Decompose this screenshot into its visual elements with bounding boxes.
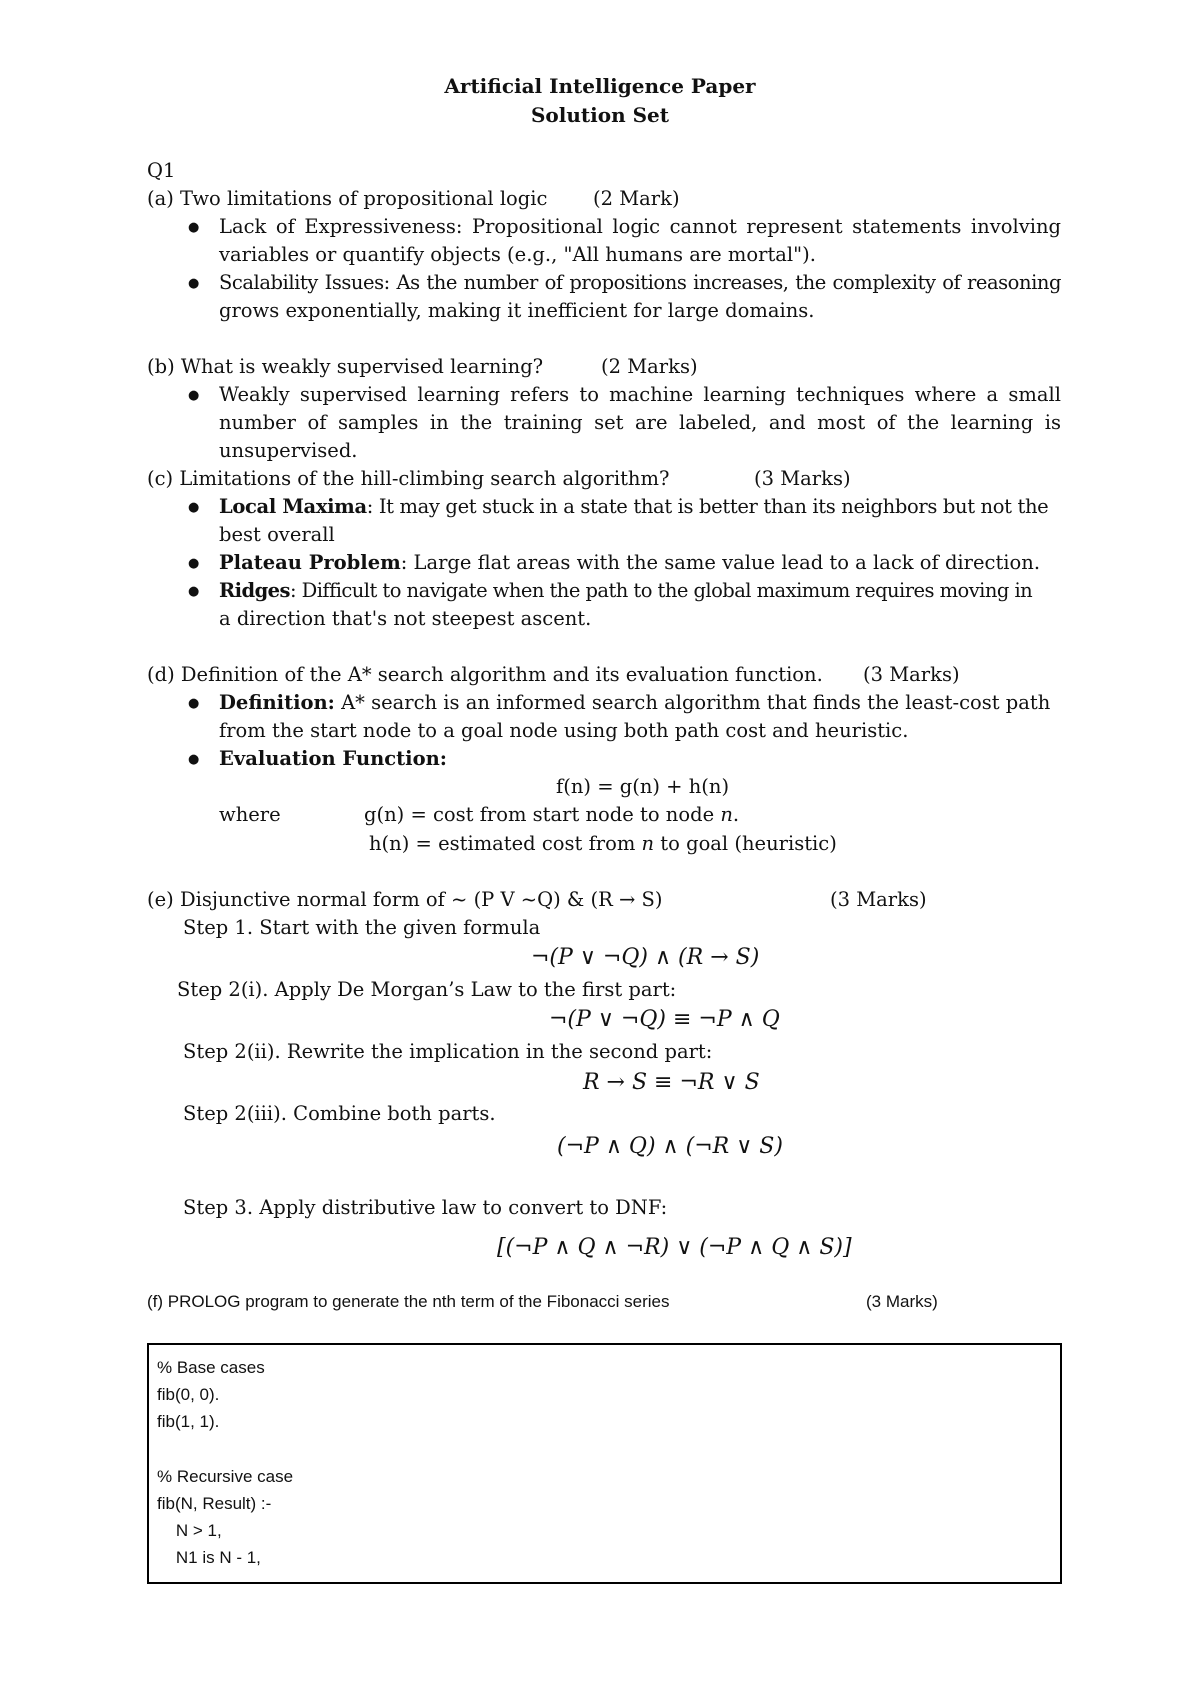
e-math1: ¬(P ∨ ¬Q) ∧ (R → S) bbox=[531, 945, 760, 970]
bullet-icon: ● bbox=[188, 696, 200, 711]
bullet-icon: ● bbox=[188, 584, 200, 599]
bullet-icon: ● bbox=[188, 556, 200, 571]
d-formula: f(n) = g(n) + h(n) bbox=[556, 775, 730, 798]
d-g-def-var: n bbox=[720, 803, 733, 826]
bullet-icon: ● bbox=[188, 500, 200, 515]
a-bullet1-line1: Lack of Expressiveness: Propositional logic cannot represent statements involving bbox=[219, 215, 1061, 238]
a-bullet2-line2: grows exponentially, making it inefficient for large domains. bbox=[219, 299, 815, 322]
d-h-def-text: h(n) = estimated cost from bbox=[369, 832, 642, 855]
c-term-plateau: Plateau Problem bbox=[219, 551, 401, 574]
e-step2i: Step 2(i). Apply De Morgan’s Law to the first part: bbox=[177, 978, 677, 1001]
question-b-marks: (2 Marks) bbox=[601, 355, 698, 378]
c-term-ridges: Ridges bbox=[219, 579, 290, 602]
d-g-def-suffix: . bbox=[732, 803, 740, 826]
d-bullet1-line1 bbox=[219, 691, 1050, 714]
d-g-def-text: g(n) = cost from start node to node bbox=[364, 803, 721, 826]
c-bullet2-text: : Large flat areas with the same value lead to a lack of direction. bbox=[400, 551, 1041, 574]
code-line: fib(N, Result) :- bbox=[157, 1494, 272, 1513]
c-bullet2 bbox=[219, 551, 1040, 574]
question-a-marks: (2 Mark) bbox=[593, 187, 680, 210]
question-b: (b) What is weakly supervised learning? bbox=[147, 355, 544, 378]
bullet-icon: ● bbox=[188, 220, 200, 235]
c-bullet1-text: : It may get stuck in a state that is better than its neighbors but not the bbox=[366, 495, 1049, 518]
question-d: (d) Definition of the A* search algorithm and its evaluation function. bbox=[147, 663, 823, 686]
code-box bbox=[147, 1343, 1062, 1584]
e-step2iii: Step 2(iii). Combine both parts. bbox=[183, 1102, 496, 1125]
d-where-label: where bbox=[219, 803, 281, 826]
d-h-definition bbox=[369, 832, 837, 855]
a-bullet2-line1: Scalability Issues: As the number of propositions increases, the complexity of reasoning bbox=[219, 271, 1061, 294]
e-step1: Step 1. Start with the given formula bbox=[183, 916, 541, 939]
b-bullet1-line3: unsupervised. bbox=[219, 439, 358, 462]
b-bullet1-line1: Weakly supervised learning refers to machine learning techniques where a small bbox=[219, 383, 1061, 406]
question-f-marks: (3 Marks) bbox=[866, 1292, 938, 1311]
bullet-icon: ● bbox=[188, 752, 200, 767]
d-term-evaluation: Evaluation Function: bbox=[219, 747, 447, 770]
c-term-local-maxima: Local Maxima bbox=[219, 495, 367, 518]
paper-subtitle: Solution Set bbox=[530, 103, 669, 127]
d-bullet2 bbox=[219, 747, 447, 770]
e-math2: ¬(P ∨ ¬Q) ≡ ¬P ∧ Q bbox=[549, 1007, 780, 1032]
paper-title: Artificial Intelligence Paper bbox=[444, 74, 756, 98]
e-math3: R → S ≡ ¬R ∨ S bbox=[583, 1070, 760, 1095]
d-h-def-var: n bbox=[641, 832, 655, 855]
a-bullet1-line2: variables or quantify objects (e.g., "All humans are mortal"). bbox=[219, 243, 816, 266]
question-c: (c) Limitations of the hill-climbing search algorithm? bbox=[147, 467, 670, 490]
d-h-def-suffix: to goal (heuristic) bbox=[654, 832, 837, 855]
question-c-marks: (3 Marks) bbox=[754, 467, 851, 490]
c-bullet1-line2: best overall bbox=[219, 523, 335, 546]
e-step2ii: Step 2(ii). Rewrite the implication in the second part: bbox=[183, 1040, 713, 1063]
bullet-icon: ● bbox=[188, 388, 200, 403]
code-line: % Base cases bbox=[157, 1358, 265, 1377]
question-d-marks: (3 Marks) bbox=[863, 663, 960, 686]
d-bullet1-text: A* search is an informed search algorithm that finds the least-cost path bbox=[334, 691, 1051, 714]
d-term-definition: Definition: bbox=[219, 691, 335, 714]
question-e: (e) Disjunctive normal form of ~ (P V ~Q) & (R → S) bbox=[147, 888, 663, 911]
d-g-definition bbox=[364, 803, 739, 826]
e-math5: [(¬P ∧ Q ∧ ¬R) ∨ (¬P ∧ Q ∧ S)] bbox=[497, 1235, 852, 1260]
c-bullet3-line1 bbox=[219, 579, 1032, 602]
code-line: fib(0, 0). bbox=[157, 1385, 220, 1404]
d-bullet1-line2: from the start node to a goal node using both path cost and heuristic. bbox=[219, 719, 909, 742]
question-e-marks: (3 Marks) bbox=[830, 888, 927, 911]
question-f: (f) PROLOG program to generate the nth term of the Fibonacci series bbox=[147, 1292, 670, 1311]
question-number: Q1 bbox=[147, 159, 176, 182]
c-bullet3-line2: a direction that's not steepest ascent. bbox=[219, 607, 592, 630]
b-bullet1-line2: number of samples in the training set are labeled, and most of the learning is bbox=[219, 411, 1061, 434]
code-line: % Recursive case bbox=[157, 1467, 294, 1486]
c-bullet3-text: : Difficult to navigate when the path to the global maximum requires moving in bbox=[289, 579, 1033, 602]
c-bullet1-line1 bbox=[219, 495, 1048, 518]
code-line: N > 1, bbox=[157, 1521, 222, 1540]
bullet-icon: ● bbox=[188, 276, 200, 291]
question-a: (a) Two limitations of propositional logic bbox=[147, 187, 548, 210]
code-line: fib(1, 1). bbox=[157, 1412, 220, 1431]
code-line: N1 is N - 1, bbox=[157, 1548, 261, 1567]
e-math4: (¬P ∧ Q) ∧ (¬R ∨ S) bbox=[557, 1134, 783, 1159]
e-step3: Step 3. Apply distributive law to convert to DNF: bbox=[183, 1196, 668, 1219]
